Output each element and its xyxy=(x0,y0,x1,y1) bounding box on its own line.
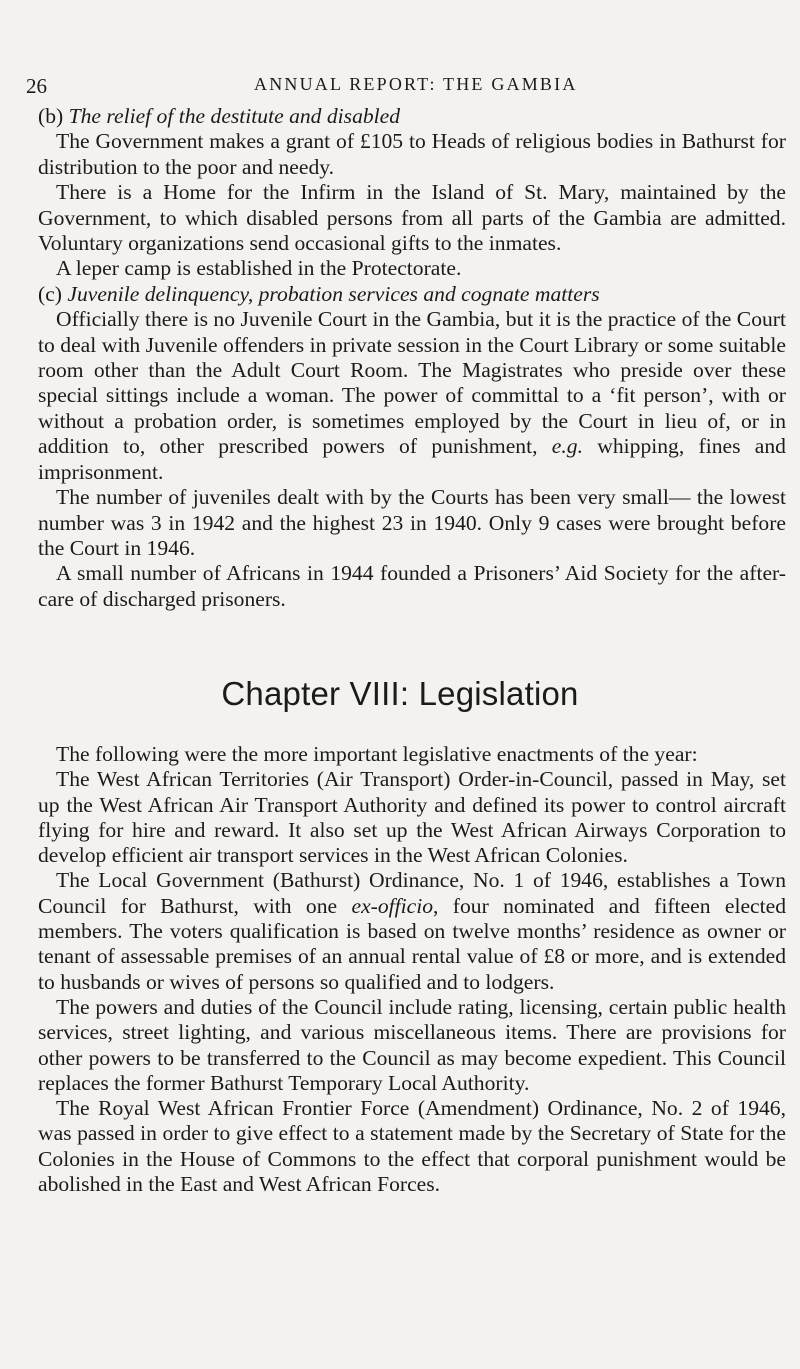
legislation-paragraph-2 xyxy=(38,868,786,994)
ex-officio-term: ex-officio xyxy=(351,893,434,918)
section-c-paragraph-1-text: Officially there is no Juvenile Court in the Gambia, but it is the practice of the Court to deal with Juvenile offenders in private session in the Court Library or some suitable room other than the Adult Court Room. The Magistrates who preside over these special sittings include a woman. The power of committal to a ‘fit person’, with or without a probation order, is sometimes employed by the Court in lieu of, or in addition to, other prescribed powers of punishment, xyxy=(38,307,786,459)
legislation-paragraph-2-text: The Local Government (Bathurst) Ordinance, No. 1 of 1946, establishes a Town Council for Bathurst, with one xyxy=(38,868,786,918)
section-c-title: Juvenile delinquency, probation services and cognate matters xyxy=(67,281,600,306)
section-c-paragraph-2: The number of juveniles dealt with by the Courts has been very small— the lowest number was 3 in 1942 and the highest 23 in 1940. Only 9 cases were brought before the Court in 1946. xyxy=(38,485,786,560)
section-b-label: (b) xyxy=(38,104,64,128)
section-c-paragraph-3: A small number of Africans in 1944 founded a Prisoners’ Aid Society for the after-care of discharged prisoners. xyxy=(38,561,786,611)
section-c-heading xyxy=(38,282,786,307)
section-b-paragraph-1: The Government makes a grant of £105 to Heads of religious bodies in Bathurst for distribution to the poor and needy. xyxy=(38,129,786,179)
section-c-eg: e.g. xyxy=(551,434,583,459)
section-b-paragraph-3: A leper camp is established in the Protectorate. xyxy=(56,256,462,281)
section-b-title: The relief of the destitute and disabled xyxy=(68,104,401,128)
legislation-section xyxy=(38,742,786,1197)
legislation-paragraph-2-tail: , four nominated and fifteen elected members. The voters qualification is based on twelve months’ residence as owner or tenant of assessable premises of an annual rental value of £8 or more, and is extended to husbands or wives of persons so qualified and to lodgers. xyxy=(38,893,786,994)
section-b-heading xyxy=(38,104,786,129)
section-c-paragraph-1 xyxy=(38,307,786,485)
section-b-paragraph-2: There is a Home for the Infirm in the Island of St. Mary, maintained by the Government, to which disabled persons from all parts of the Gambia are admitted. Voluntary organizations send occasional gifts to the inmates. xyxy=(38,180,786,256)
section-c-paragraph-1-tail: whipping, fines and imprisonment. xyxy=(38,434,786,484)
page-number: 26 xyxy=(26,74,47,98)
legislation-paragraph-3: The powers and duties of the Council include rating, licensing, certain public health services, street lighting, and various miscellaneous items. There are provisions for other powers to be transferred to the Council as may become expedient. This Council replaces the former Bathurst Temporary Local Authority. xyxy=(38,994,786,1095)
social-welfare-section xyxy=(38,104,786,612)
legislation-paragraph-1: The West African Territories (Air Transport) Order-in-Council, passed in May, set up the West African Air Transport Authority and defined its power to control aircraft flying for hire and reward. It also set up the West African Airways Corporation to develop efficient air transport services in the West African Colonies. xyxy=(38,767,786,868)
legislation-intro: The following were the more important legislative enactments of the year: xyxy=(56,742,698,766)
chapter-title: Chapter VIII: Legislation xyxy=(221,675,579,712)
running-title: ANNUAL REPORT: THE GAMBIA xyxy=(254,74,578,94)
legislation-paragraph-4: The Royal West African Frontier Force (Amendment) Ordinance, No. 2 of 1946, was passed in order to give effect to a statement made by the Secretary of State for the Colonies in the House of Commons to the effect that corporal punishment would be abolished in the East and West African Forces. xyxy=(38,1096,786,1197)
running-header xyxy=(26,74,786,104)
section-c-label: (c) xyxy=(38,281,62,306)
